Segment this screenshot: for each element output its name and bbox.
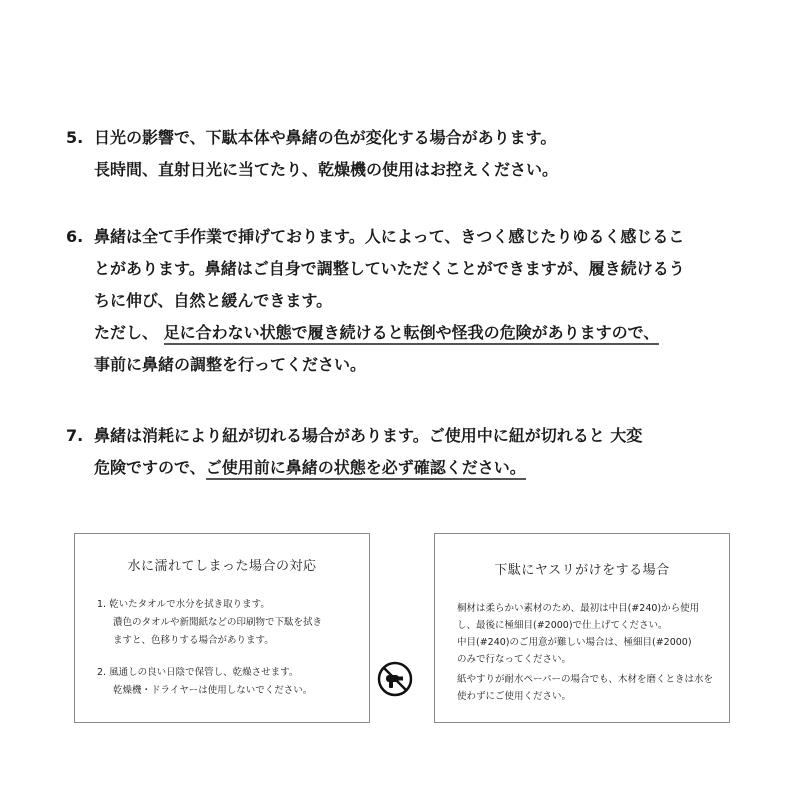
box-text: 使わずにご使用ください。 xyxy=(457,691,572,702)
box-text: のみで行なってください。 xyxy=(457,654,572,665)
box-title: 水に濡れてしまった場合の対応 xyxy=(127,559,317,574)
box-text: し、最後に極細目(#2000)で仕上げてください。 xyxy=(457,620,668,631)
no-hairdryer-icon xyxy=(377,661,413,697)
box-text: 桐材は柔らかい素材のため、最初は中目(#240)から使用 xyxy=(457,603,700,614)
sanding-box xyxy=(434,533,730,723)
note-text: 鼻緒は消耗により紐が切れる場合があります。ご使用中に紐が切れると 大変 xyxy=(94,426,643,445)
warning-underlined-text: ご使用前に鼻緒の状態を必ず確認ください。 xyxy=(206,458,526,480)
note-text: 日光の影響で、下駄本体や鼻緒の色が変化する場合があります。 xyxy=(94,128,557,147)
note-text: 危険ですので、 xyxy=(94,458,206,477)
note-text: 長時間、直射日光に当てたり、乾燥機の使用はお控えください。 xyxy=(94,160,559,179)
note-number: 5. xyxy=(66,128,84,147)
box-text: 紙やすりが耐水ペーパーの場合でも、木材を磨くときは水を xyxy=(457,674,714,685)
box-text: 乾燥機・ドライヤーは使用しないでください。 xyxy=(113,685,313,696)
box-text: 1. 乾いたタオルで水分を拭き取ります。 xyxy=(97,599,270,610)
note-text: ただし、 xyxy=(94,323,159,342)
warning-underlined-text: 足に合わない状態で履き続けると転倒や怪我の危険がありますので、 xyxy=(164,323,660,345)
box-text: 中目(#240)のご用意が難しい場合は、極細目(#2000) xyxy=(457,637,692,648)
wet-care-box xyxy=(74,533,370,723)
box-text: 2. 風通しの良い日陰で保管し、乾燥させます。 xyxy=(97,667,299,678)
note-5 xyxy=(66,122,746,186)
note-number: 7. xyxy=(66,426,84,445)
note-text: 鼻緒は全て手作業で挿げております。人によって、きつく感じたりゆるく感じるこ xyxy=(94,227,685,246)
box-title: 下駄にヤスリがけをする場合 xyxy=(494,563,670,578)
note-7 xyxy=(66,420,746,484)
box-text: 濃色のタオルや新聞紙などの印刷物で下駄を拭き xyxy=(113,617,323,628)
note-text: ちに伸び、自然と緩んできます。 xyxy=(94,291,333,310)
note-number: 6. xyxy=(66,227,84,246)
note-text: とがあります。鼻緒はご自身で調整していただくことができますが、履き続けるう xyxy=(94,259,685,278)
note-6 xyxy=(66,221,746,381)
note-text: 事前に鼻緒の調整を行ってください。 xyxy=(94,355,367,374)
box-text: ますと、色移りする場合があります。 xyxy=(113,635,274,646)
